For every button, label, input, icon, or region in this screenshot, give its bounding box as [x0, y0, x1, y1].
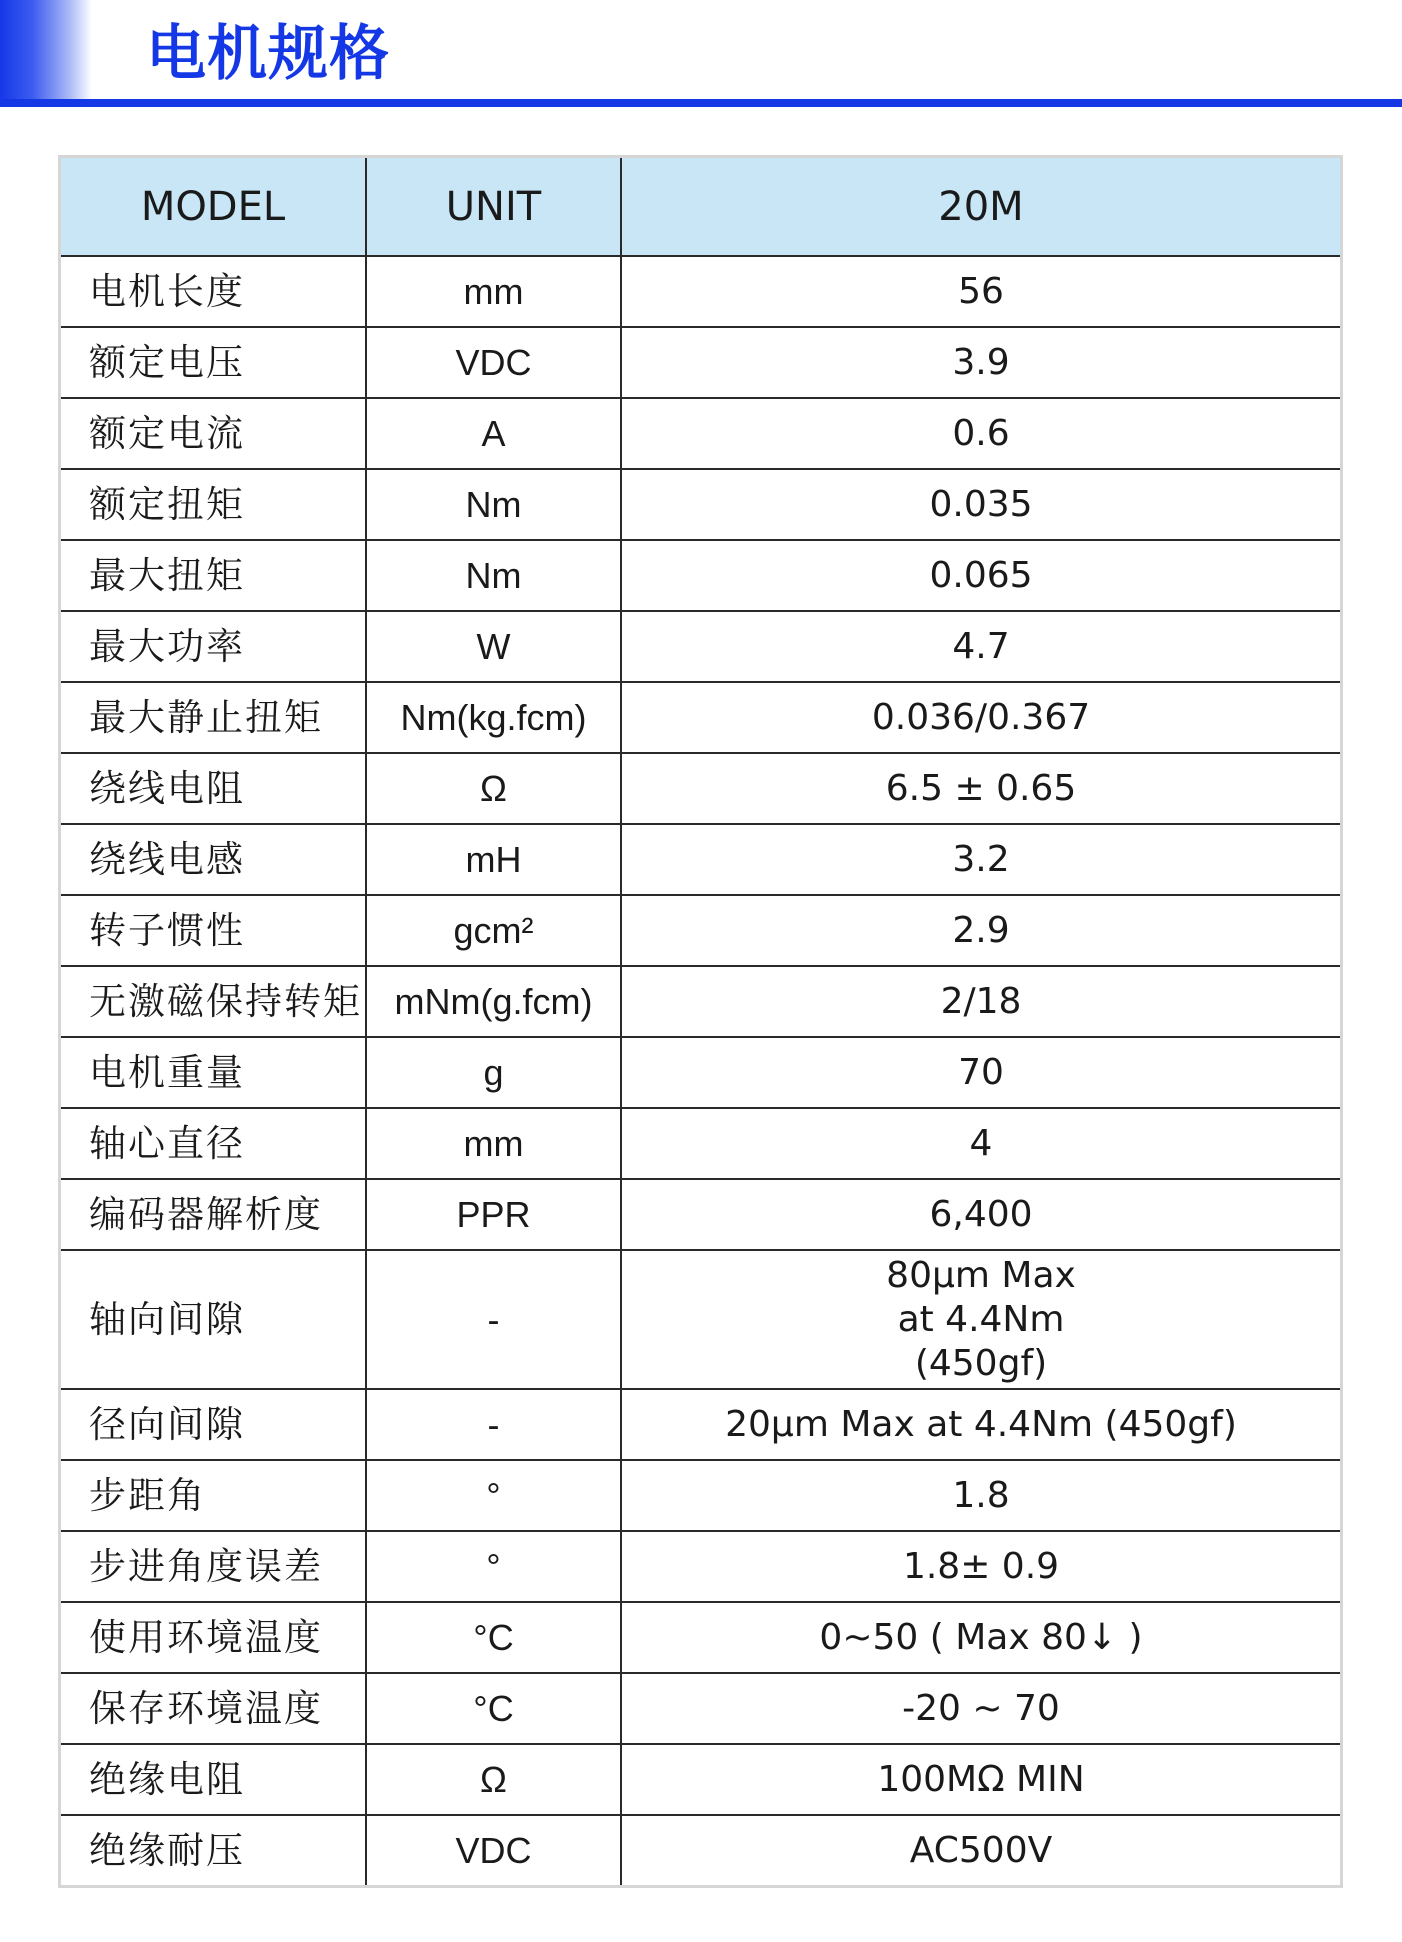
row-unit: VDC — [366, 1815, 621, 1885]
row-param: 径向间隙 — [61, 1389, 366, 1460]
row-unit: mm — [366, 1108, 621, 1179]
table-row — [61, 1250, 1340, 1389]
table-row — [61, 611, 1340, 682]
row-value: 0.065 — [621, 540, 1340, 611]
row-value: 3.9 — [621, 327, 1340, 398]
table-row — [61, 1815, 1340, 1885]
row-param: 使用环境温度 — [61, 1602, 366, 1673]
header-divider — [0, 99, 1402, 107]
row-value: AC500V — [621, 1815, 1340, 1885]
row-unit: Ω — [366, 753, 621, 824]
row-value: -20 ~ 70 — [621, 1673, 1340, 1744]
column-header-20m: 20M — [621, 158, 1340, 256]
row-param: 轴向间隙 — [61, 1250, 366, 1389]
table-row — [61, 540, 1340, 611]
row-value: 1.8 — [621, 1460, 1340, 1531]
row-unit: mm — [366, 256, 621, 327]
row-value: 2.9 — [621, 895, 1340, 966]
row-value: 2/18 — [621, 966, 1340, 1037]
row-unit: Nm — [366, 469, 621, 540]
table-row — [61, 469, 1340, 540]
row-param: 绝缘电阻 — [61, 1744, 366, 1815]
column-header-unit: UNIT — [366, 158, 621, 256]
row-param: 最大功率 — [61, 611, 366, 682]
row-unit: mH — [366, 824, 621, 895]
row-value: 70 — [621, 1037, 1340, 1108]
row-unit: A — [366, 398, 621, 469]
row-value: 6.5 ± 0.65 — [621, 753, 1340, 824]
row-value: 56 — [621, 256, 1340, 327]
row-unit: ° — [366, 1531, 621, 1602]
spec-table — [61, 158, 1340, 1885]
table-row — [61, 256, 1340, 327]
table-row — [61, 327, 1340, 398]
row-unit: g — [366, 1037, 621, 1108]
row-unit: - — [366, 1389, 621, 1460]
row-param: 额定电流 — [61, 398, 366, 469]
row-value: 0.6 — [621, 398, 1340, 469]
row-param: 绕线电阻 — [61, 753, 366, 824]
table-row — [61, 1602, 1340, 1673]
table-row — [61, 1744, 1340, 1815]
table-row — [61, 824, 1340, 895]
row-param: 额定扭矩 — [61, 469, 366, 540]
row-unit: ° — [366, 1460, 621, 1531]
table-row — [61, 1179, 1340, 1250]
header-gradient-block — [0, 0, 92, 100]
spec-table-header — [61, 158, 1340, 256]
row-param: 编码器解析度 — [61, 1179, 366, 1250]
row-param: 额定电压 — [61, 327, 366, 398]
row-value: 100MΩ MIN — [621, 1744, 1340, 1815]
row-param: 轴心直径 — [61, 1108, 366, 1179]
row-value: 0~50 ( Max 80↓ ) — [621, 1602, 1340, 1673]
row-value: 0.035 — [621, 469, 1340, 540]
row-param: 保存环境温度 — [61, 1673, 366, 1744]
row-value: 4.7 — [621, 611, 1340, 682]
header-row — [61, 158, 1340, 256]
table-row — [61, 1108, 1340, 1179]
table-row — [61, 398, 1340, 469]
row-param: 步距角 — [61, 1460, 366, 1531]
row-param: 电机长度 — [61, 256, 366, 327]
table-row — [61, 1460, 1340, 1531]
row-param: 步进角度误差 — [61, 1531, 366, 1602]
table-row — [61, 753, 1340, 824]
column-header-model: MODEL — [61, 158, 366, 256]
row-value: 3.2 — [621, 824, 1340, 895]
row-value-line: 80μm Max — [886, 1254, 1076, 1296]
row-unit: PPR — [366, 1179, 621, 1250]
table-row — [61, 1531, 1340, 1602]
table-row — [61, 895, 1340, 966]
row-value-multiline — [621, 1250, 1340, 1389]
row-param: 无激磁保持转矩 — [61, 966, 366, 1037]
row-unit: °C — [366, 1602, 621, 1673]
table-row — [61, 1037, 1340, 1108]
row-unit: W — [366, 611, 621, 682]
row-unit: Nm — [366, 540, 621, 611]
row-unit: Nm(kg.fcm) — [366, 682, 621, 753]
table-row — [61, 1673, 1340, 1744]
row-unit: VDC — [366, 327, 621, 398]
row-value: 1.8± 0.9 — [621, 1531, 1340, 1602]
row-value: 20μm Max at 4.4Nm (450gf) — [621, 1389, 1340, 1460]
row-param: 最大扭矩 — [61, 540, 366, 611]
row-value: 0.036/0.367 — [621, 682, 1340, 753]
row-unit: Ω — [366, 1744, 621, 1815]
row-param: 绝缘耐压 — [61, 1815, 366, 1885]
row-param: 最大静止扭矩 — [61, 682, 366, 753]
row-value-line: (450gf) — [914, 1342, 1048, 1384]
row-value: 6,400 — [621, 1179, 1340, 1250]
row-unit: °C — [366, 1673, 621, 1744]
table-row — [61, 966, 1340, 1037]
row-unit: gcm² — [366, 895, 621, 966]
spec-table-body — [61, 256, 1340, 1885]
table-row — [61, 682, 1340, 753]
row-unit: - — [366, 1250, 621, 1389]
table-row — [61, 1389, 1340, 1460]
row-param: 转子惯性 — [61, 895, 366, 966]
row-param: 电机重量 — [61, 1037, 366, 1108]
row-param: 绕线电感 — [61, 824, 366, 895]
page-title: 电机规格 — [146, 19, 390, 89]
row-value: 4 — [621, 1108, 1340, 1179]
row-value-line: at 4.4Nm — [897, 1298, 1065, 1340]
row-unit: mNm(g.fcm) — [366, 966, 621, 1037]
